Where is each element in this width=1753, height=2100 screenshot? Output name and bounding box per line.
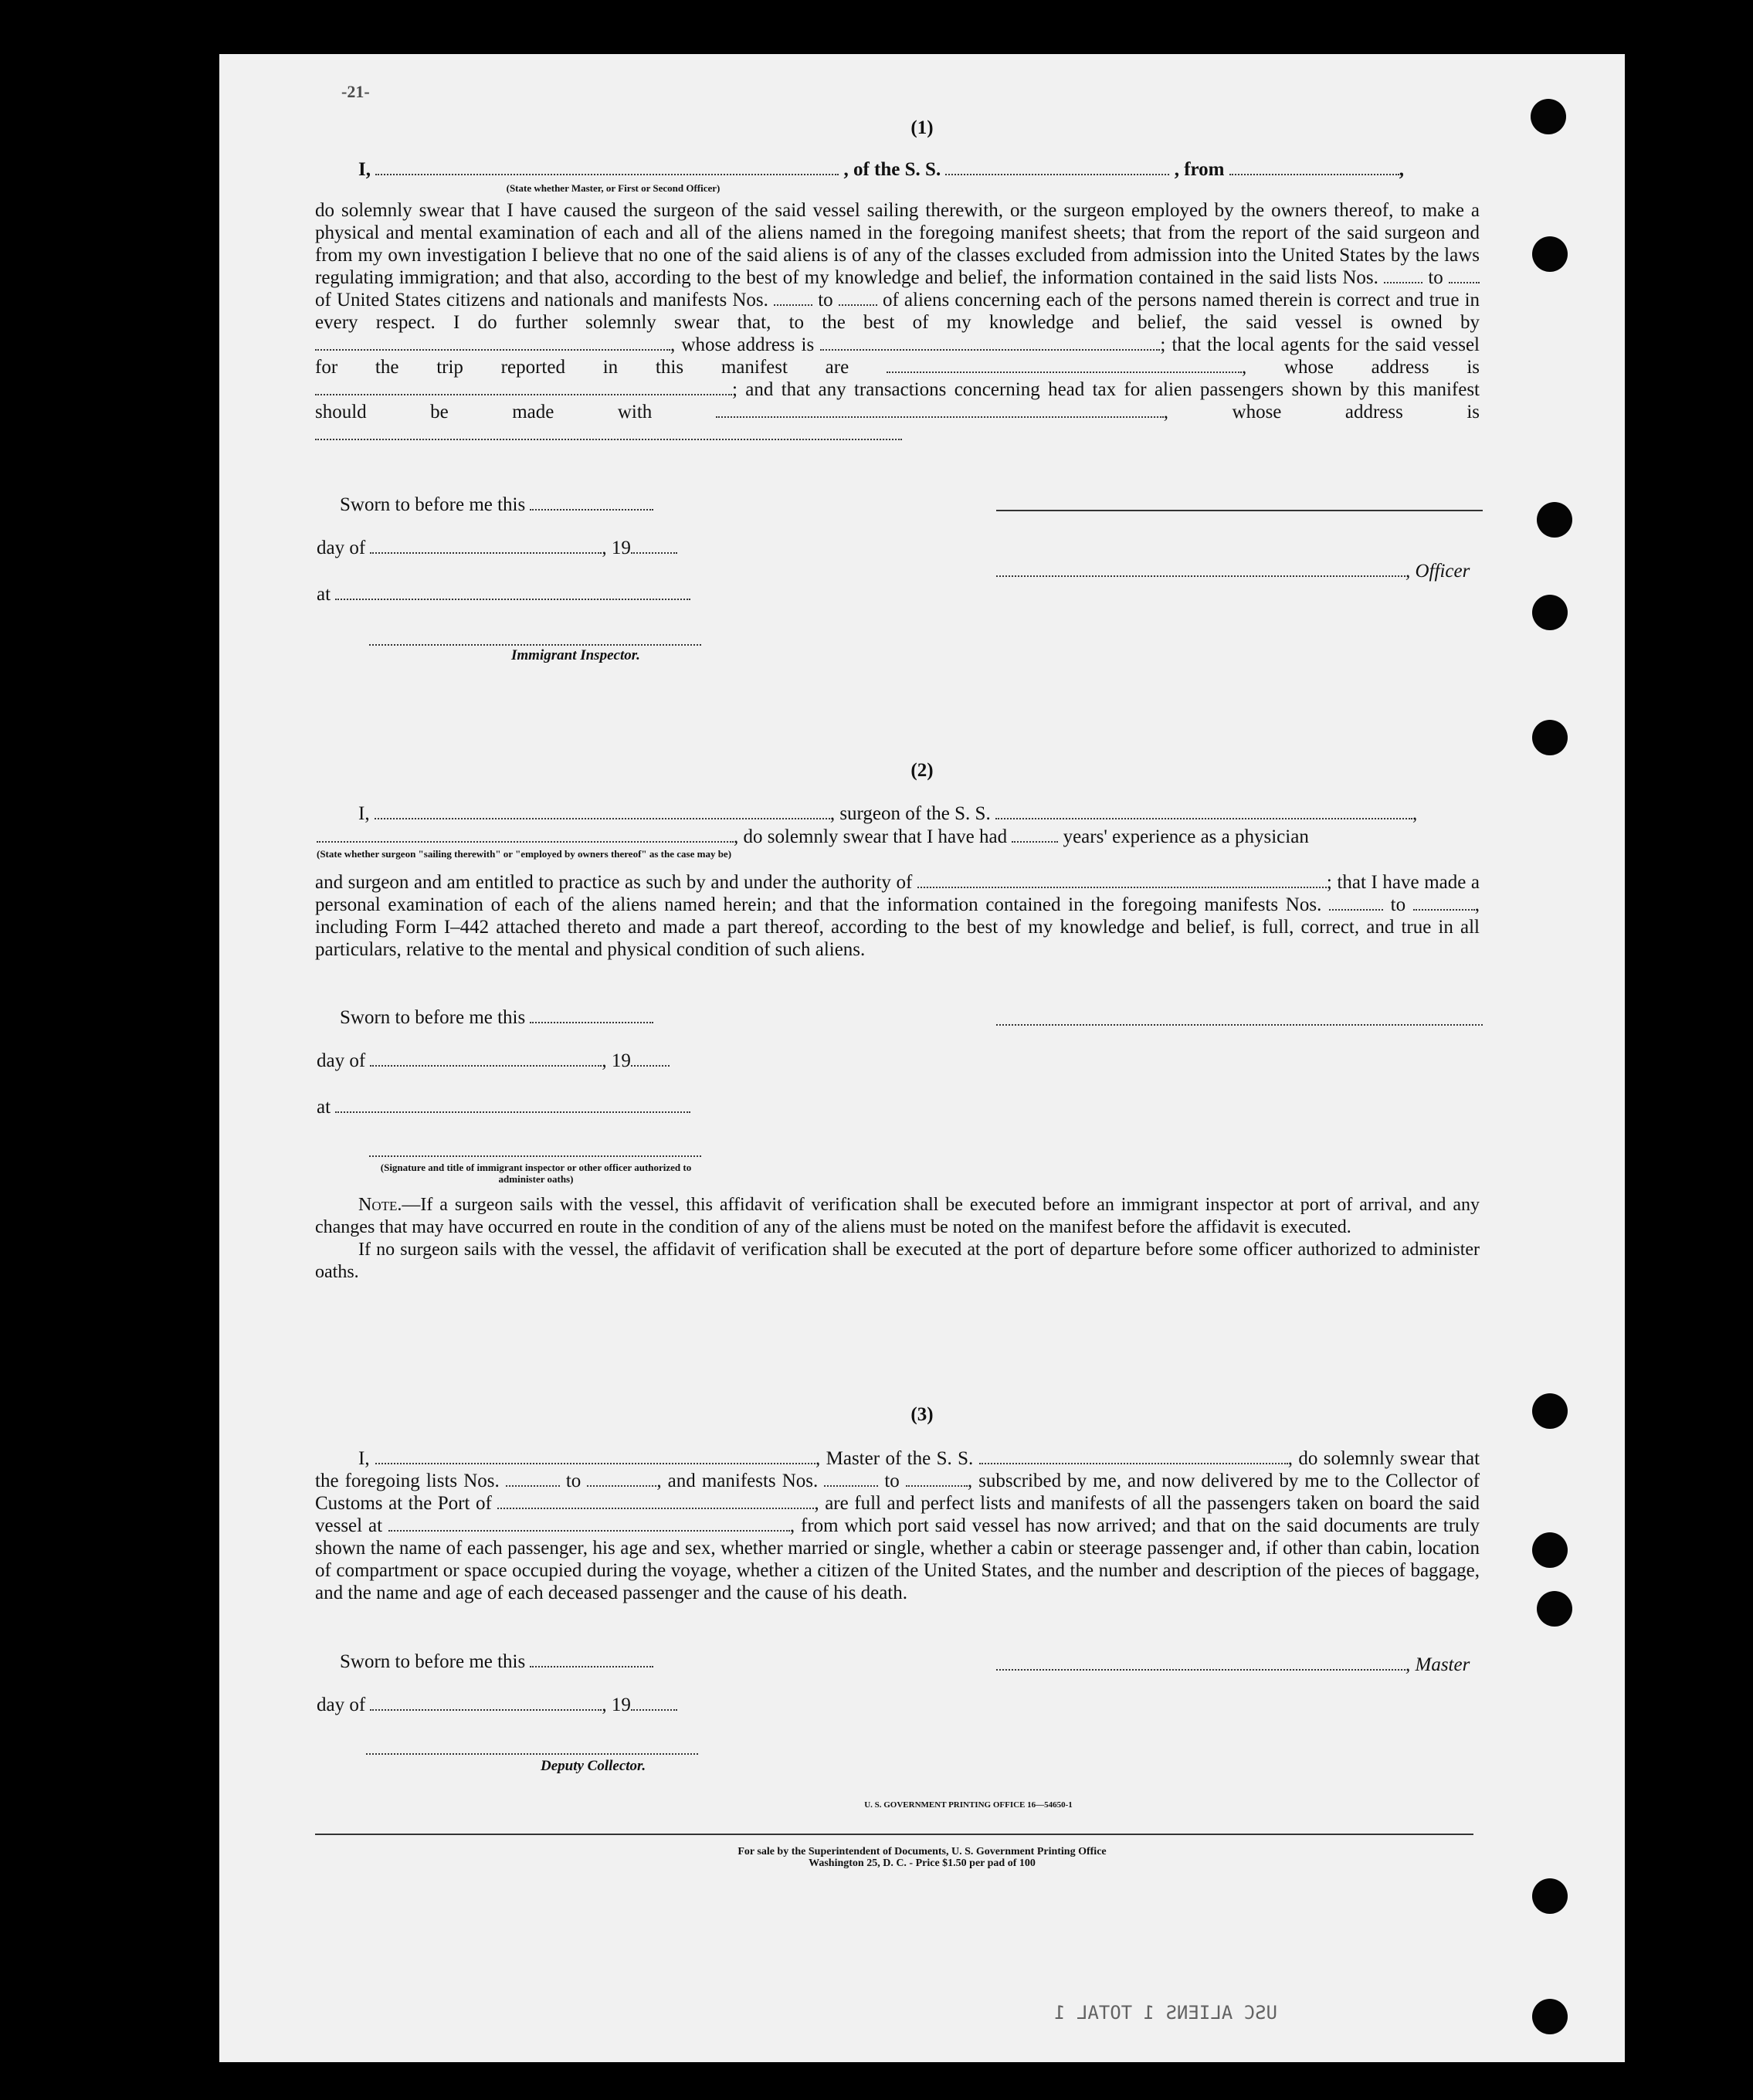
s1-subnote: (State whether Master, or First or Second Officer) [506, 182, 721, 194]
s3-master-line: , Master [996, 1654, 1470, 1676]
s2-line1: I, , surgeon of the S. S. , [358, 803, 1418, 824]
punch-hole [1532, 1878, 1568, 1914]
s3-deputy-caption: Deputy Collector. [541, 1758, 646, 1774]
s1-paragraph: do solemnly swear that I have caused the surgeon of the said vessel sailing therewith, or the surgeon employed by the owners thereof, to make a physical and mental examination of each and all of the aliens named in the foregoing manifest sheets; that from the report of the said surgeon and from my own investigation I believe that no one of the said aliens is of any of the classes excluded from admission into the United States by the laws regulating immigration; and that also, according to the best of my knowledge and belief, the information contained in the said lists Nos. to of United States citizens and nationals and manifests Nos. to of aliens concerning each of the persons named therein is correct and true in every respect. I do further solemnly swear that, to the best of my knowledge and belief, the said vessel is owned by , whose address is ; that the local agents for the said vessel for the trip reported in this manifest are , whose address is ; and that any transactions concerning head tax for alien passengers shown by this manifest should be made with , whose address is [315, 199, 1480, 446]
page-number-mark: -21- [341, 82, 370, 101]
s1-officer-line: , Officer [996, 561, 1470, 582]
section-2-number: (2) [910, 760, 934, 781]
s2-day-of: day of , 19 [317, 1050, 670, 1072]
punch-hole [1532, 720, 1568, 755]
punch-hole [1532, 1999, 1568, 2034]
section-1-number: (1) [910, 117, 934, 138]
punch-hole [1537, 502, 1572, 538]
s2-sworn-label: Sworn to before me this [340, 1007, 653, 1029]
s2-signature-note: (Signature and title of immigrant inspector or other officer authorized to administer oaths) [380, 1162, 692, 1185]
punch-hole [1532, 1532, 1568, 1568]
bleed-through-text: USC ALIENS 1 TOTAL 1 [1054, 2002, 1277, 2024]
s3-paragraph: I, , Master of the S. S. , do solemnly swear that the foregoing lists Nos. to , and manifests Nos. to , subscribed by me, and now delivered by me to the Collector of Customs at the Port of , are full and perfect lists and manifests of all the passengers taken on board the said vessel at , from which port said vessel has now arrived; and that on the said documents are truly shown the name of each passenger, his age and sex, whether married or single, whether a cabin or steerage passenger and, if other than cabin, location of compartment or space occupied during the voyage, whether a citizen of the United States, and the number and description of the pieces of baggage, and the name and age of each deceased passenger and the cause of his death. [315, 1448, 1480, 1603]
s3-sworn-label: Sworn to before me this [340, 1651, 653, 1673]
s2-paragraph: and surgeon and am entitled to practice as such by and under the authority of ; that I have made a personal examination of each of the aliens named herein; and that the information contained in the foregoing manifests Nos. to , including Form I–442 attached thereto and made a part thereof, according to the best of my knowledge and belief, is full, correct, and true in all particulars, relative to the mental and physical condition of such aliens. [315, 872, 1480, 960]
punch-hole [1532, 595, 1568, 630]
s2-line2: , do solemnly swear that I have had years' experience as a physician [317, 826, 1483, 848]
s1-sworn-label: Sworn to before me this [340, 494, 653, 516]
s2-at: at [317, 1097, 690, 1118]
s1-day-of: day of , 19 [317, 538, 677, 559]
s1-signature-line [996, 510, 1483, 511]
s2-inspector-line [369, 1155, 701, 1157]
footer-rule [315, 1834, 1473, 1835]
document-page [219, 54, 1625, 2062]
punch-hole [1537, 1591, 1572, 1627]
s1-header-line: I, , of the S. S. , from , [358, 159, 1404, 180]
section-3-number: (3) [910, 1404, 934, 1425]
gpo-imprint: U. S. GOVERNMENT PRINTING OFFICE 16—54650-1 [864, 1800, 1073, 1810]
s1-at: at [317, 584, 690, 606]
punch-hole [1532, 236, 1568, 272]
s2-subnote: (State whether surgeon "sailing therewith" or "employed by owners thereof" as the case may be) [317, 848, 732, 860]
s2-signature-line [996, 1024, 1483, 1026]
sale-line-2: Washington 25, D. C. - Price $1.50 per pad of 100 [809, 1857, 1036, 1869]
s1-inspector-line [369, 644, 701, 646]
s2-note: Note.—If a surgeon sails with the vessel, this affidavit of verification shall be executed before an immigrant inspector at port of arrival, and any changes that may have occurred en route in the condition of any of the aliens must be noted on the manifest before the affidavit is executed. If no surgeon sails with the vessel, the affidavit of verification shall be executed at the port of departure before some officer authorized to administer oaths. [315, 1195, 1480, 1282]
s1-inspector-caption: Immigrant Inspector. [511, 647, 640, 663]
s3-deputy-line [366, 1753, 698, 1755]
sale-line-1: For sale by the Superintendent of Documents, U. S. Government Printing Office [737, 1846, 1107, 1857]
s3-day-of: day of , 19 [317, 1695, 677, 1716]
